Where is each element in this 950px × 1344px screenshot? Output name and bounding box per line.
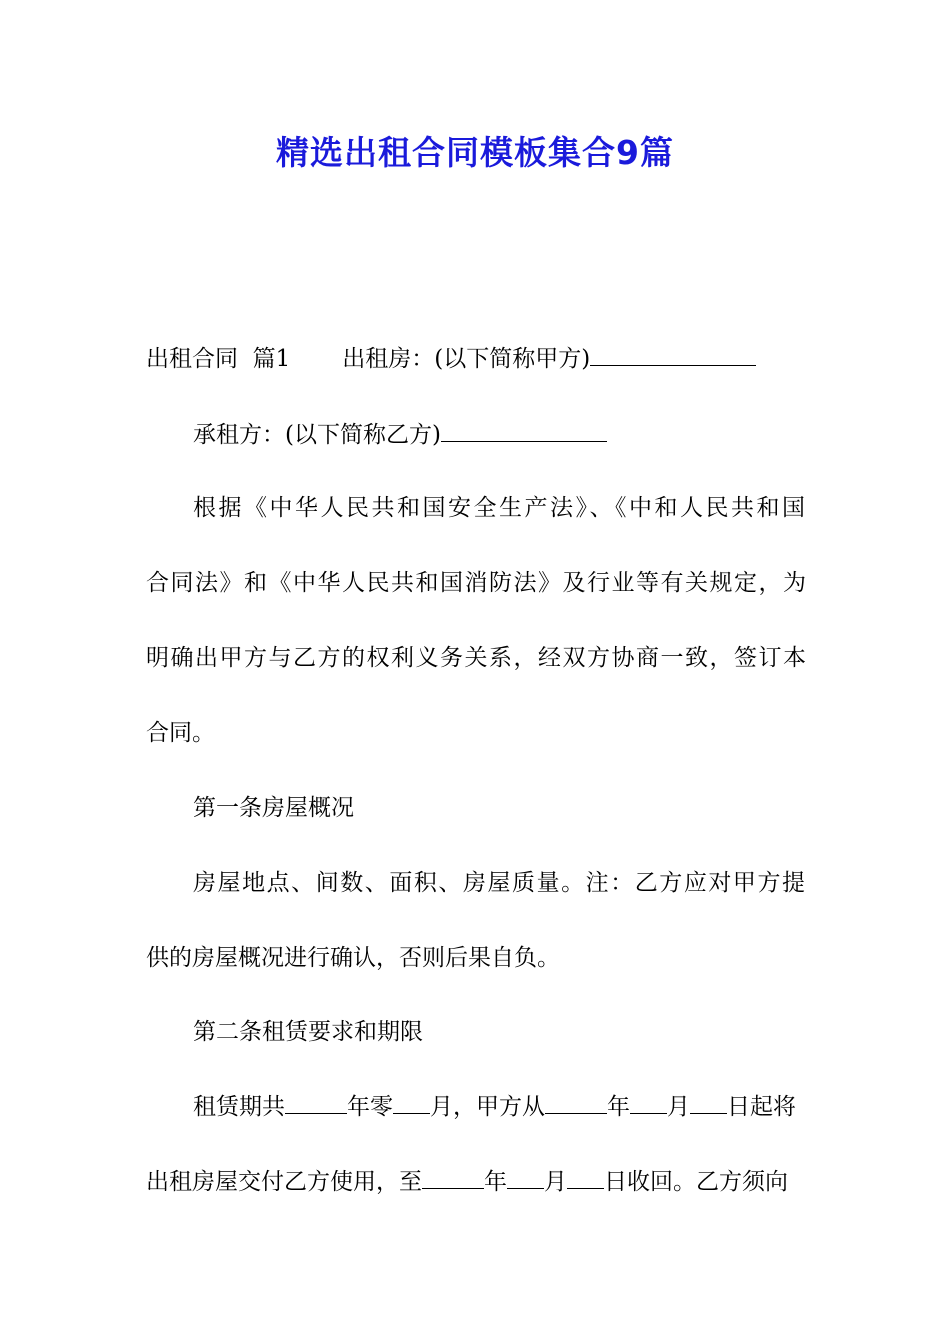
article-1-heading: 第一条房屋概况 bbox=[193, 795, 354, 821]
end-month-blank bbox=[507, 1166, 544, 1189]
lease-term-text: 年 bbox=[607, 1094, 630, 1120]
lease-term-text: 月 bbox=[544, 1169, 567, 1195]
start-day-blank bbox=[690, 1091, 727, 1114]
paragraph-line-4: 合同法》和《中华人民共和国消防法》及行业等有关规定，为 bbox=[146, 570, 806, 596]
lease-term-text: 月，甲方从 bbox=[430, 1094, 545, 1120]
lease-term-text: 租赁期共 bbox=[193, 1094, 285, 1120]
lease-term-line-1 bbox=[193, 1089, 805, 1125]
lease-term-text: 年 bbox=[484, 1169, 507, 1195]
paragraph-line-8: 房屋地点、间数、面积、房屋质量。注：乙方应对甲方提 bbox=[193, 870, 805, 896]
section-label: 出租合同 篇1 bbox=[146, 346, 291, 372]
lease-term-text: 出租房屋交付乙方使用，至 bbox=[146, 1169, 422, 1195]
lessor-blank bbox=[590, 343, 756, 366]
article-2-heading: 第二条租赁要求和期限 bbox=[193, 1019, 423, 1045]
start-month-blank bbox=[630, 1091, 667, 1114]
end-day-blank bbox=[567, 1166, 604, 1189]
lease-term-line-2 bbox=[146, 1164, 806, 1200]
paragraph-line-5: 明确出甲方与乙方的权利义务关系，经双方协商一致，签订本 bbox=[146, 645, 806, 671]
start-year-blank bbox=[545, 1091, 607, 1114]
paragraph-line-2 bbox=[193, 417, 805, 453]
lessee-label: 承租方：(以下简称乙方) bbox=[193, 422, 441, 448]
lease-term-text: 日起将 bbox=[727, 1094, 796, 1120]
years-blank bbox=[285, 1091, 347, 1114]
months-blank bbox=[393, 1091, 430, 1114]
paragraph-line-3: 根据《中华人民共和国安全生产法》、《中和人民共和国 bbox=[193, 495, 805, 521]
document-title: 精选出租合同模板集合9篇 bbox=[276, 133, 674, 172]
lease-term-text: 年零 bbox=[347, 1094, 393, 1120]
lessee-blank bbox=[441, 419, 607, 442]
paragraph-line-1 bbox=[146, 341, 806, 377]
paragraph-line-9: 供的房屋概况进行确认，否则后果自负。 bbox=[146, 945, 560, 971]
lease-term-text: 月 bbox=[667, 1094, 690, 1120]
end-year-blank bbox=[422, 1166, 484, 1189]
paragraph-line-6: 合同。 bbox=[146, 720, 215, 746]
lessor-label: 出租房：(以下简称甲方) bbox=[342, 346, 591, 372]
lease-term-text: 日收回。乙方须向 bbox=[604, 1169, 788, 1195]
